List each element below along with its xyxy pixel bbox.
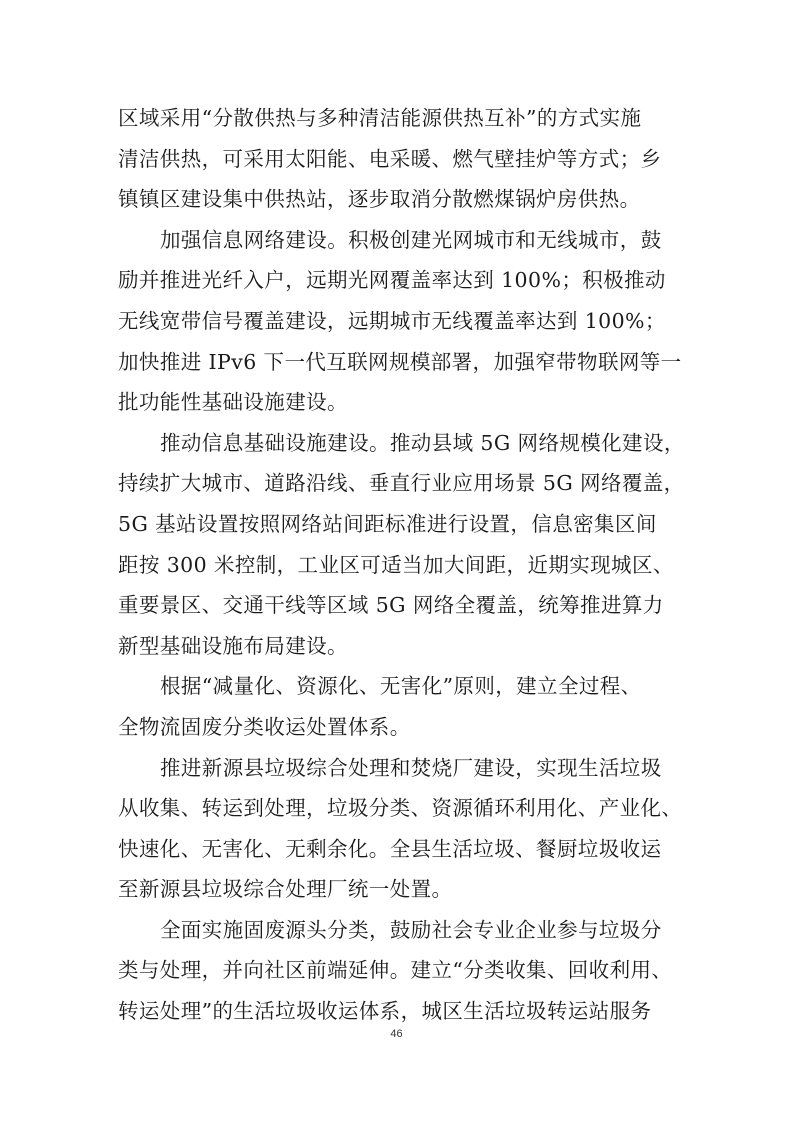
paragraph: [118, 98, 678, 220]
text-line: 加强信息网络建设。积极创建光网城市和无线城市，鼓: [160, 227, 662, 252]
text-line: 快速化、无害化、无剩余化。全县生活垃圾、餐厨垃圾收运: [118, 836, 662, 861]
text-line: 推进新源县垃圾综合处理和焚烧厂建设，实现生活垃圾: [160, 755, 662, 780]
text-line: 批功能性基础设施建设。: [118, 390, 348, 415]
text-line: 距按 300 米控制，工业区可适当加大间距，近期实现城区、: [118, 552, 674, 577]
paragraph: [118, 220, 682, 423]
text-line: 5G 基站设置按照网络站间距标准进行设置，信息密集区间: [118, 511, 657, 536]
text-line: 励并推进光纤入户，远期光网覆盖率达到 100%；积极推动: [118, 268, 666, 293]
text-line: 新型基础设施布局建设。: [118, 633, 348, 658]
document-body: [118, 98, 685, 1032]
text-line: 推动信息基础设施建设。推动县域 5G 网络规模化建设，: [160, 430, 685, 455]
text-line: 至新源县垃圾综合处理厂统一处置。: [118, 877, 453, 902]
text-line: 转运处理”的生活垃圾收运体系，城区生活垃圾转运站服务: [118, 999, 652, 1024]
text-line: 从收集、转运到处理，垃圾分类、资源循环利用化、产业化、: [118, 796, 683, 821]
paragraph: [118, 423, 685, 667]
text-line: 类与处理，并向社区前端延伸。建立“分类收集、回收利用、: [118, 958, 673, 983]
text-line: 镇镇区建设集中供热站，逐步取消分散燃煤锅炉房供热。: [118, 187, 641, 212]
text-line: 区域采用“分散供热与多种清洁能源供热互补”的方式实施: [118, 106, 642, 130]
text-line: 重要景区、交通干线等区域 5G 网络全覆盖，统筹推进算力: [118, 593, 664, 618]
text-line: 全面实施固废源头分类，鼓励社会专业企业参与垃圾分: [160, 917, 662, 942]
text-line: 清洁供热，可采用太阳能、电采暖、燃气壁挂炉等方式；乡: [118, 146, 662, 171]
text-line: 加快推进 IPv6 下一代互联网规模部署，加强窄带物联网等一: [118, 349, 682, 374]
paragraph: [118, 748, 683, 910]
text-line: 无线宽带信号覆盖建设，远期城市无线覆盖率达到 100%；: [118, 308, 666, 333]
paragraph: [118, 666, 678, 747]
page-number: 46: [390, 1028, 403, 1040]
text-line: 全物流固废分类收运处置体系。: [118, 714, 411, 739]
paragraph: [118, 910, 678, 1032]
text-line: 根据“减量化、资源化、无害化”原则，建立全过程、: [160, 674, 642, 699]
text-line: 持续扩大城市、道路沿线、垂直行业应用场景 5G 网络覆盖，: [118, 471, 685, 496]
